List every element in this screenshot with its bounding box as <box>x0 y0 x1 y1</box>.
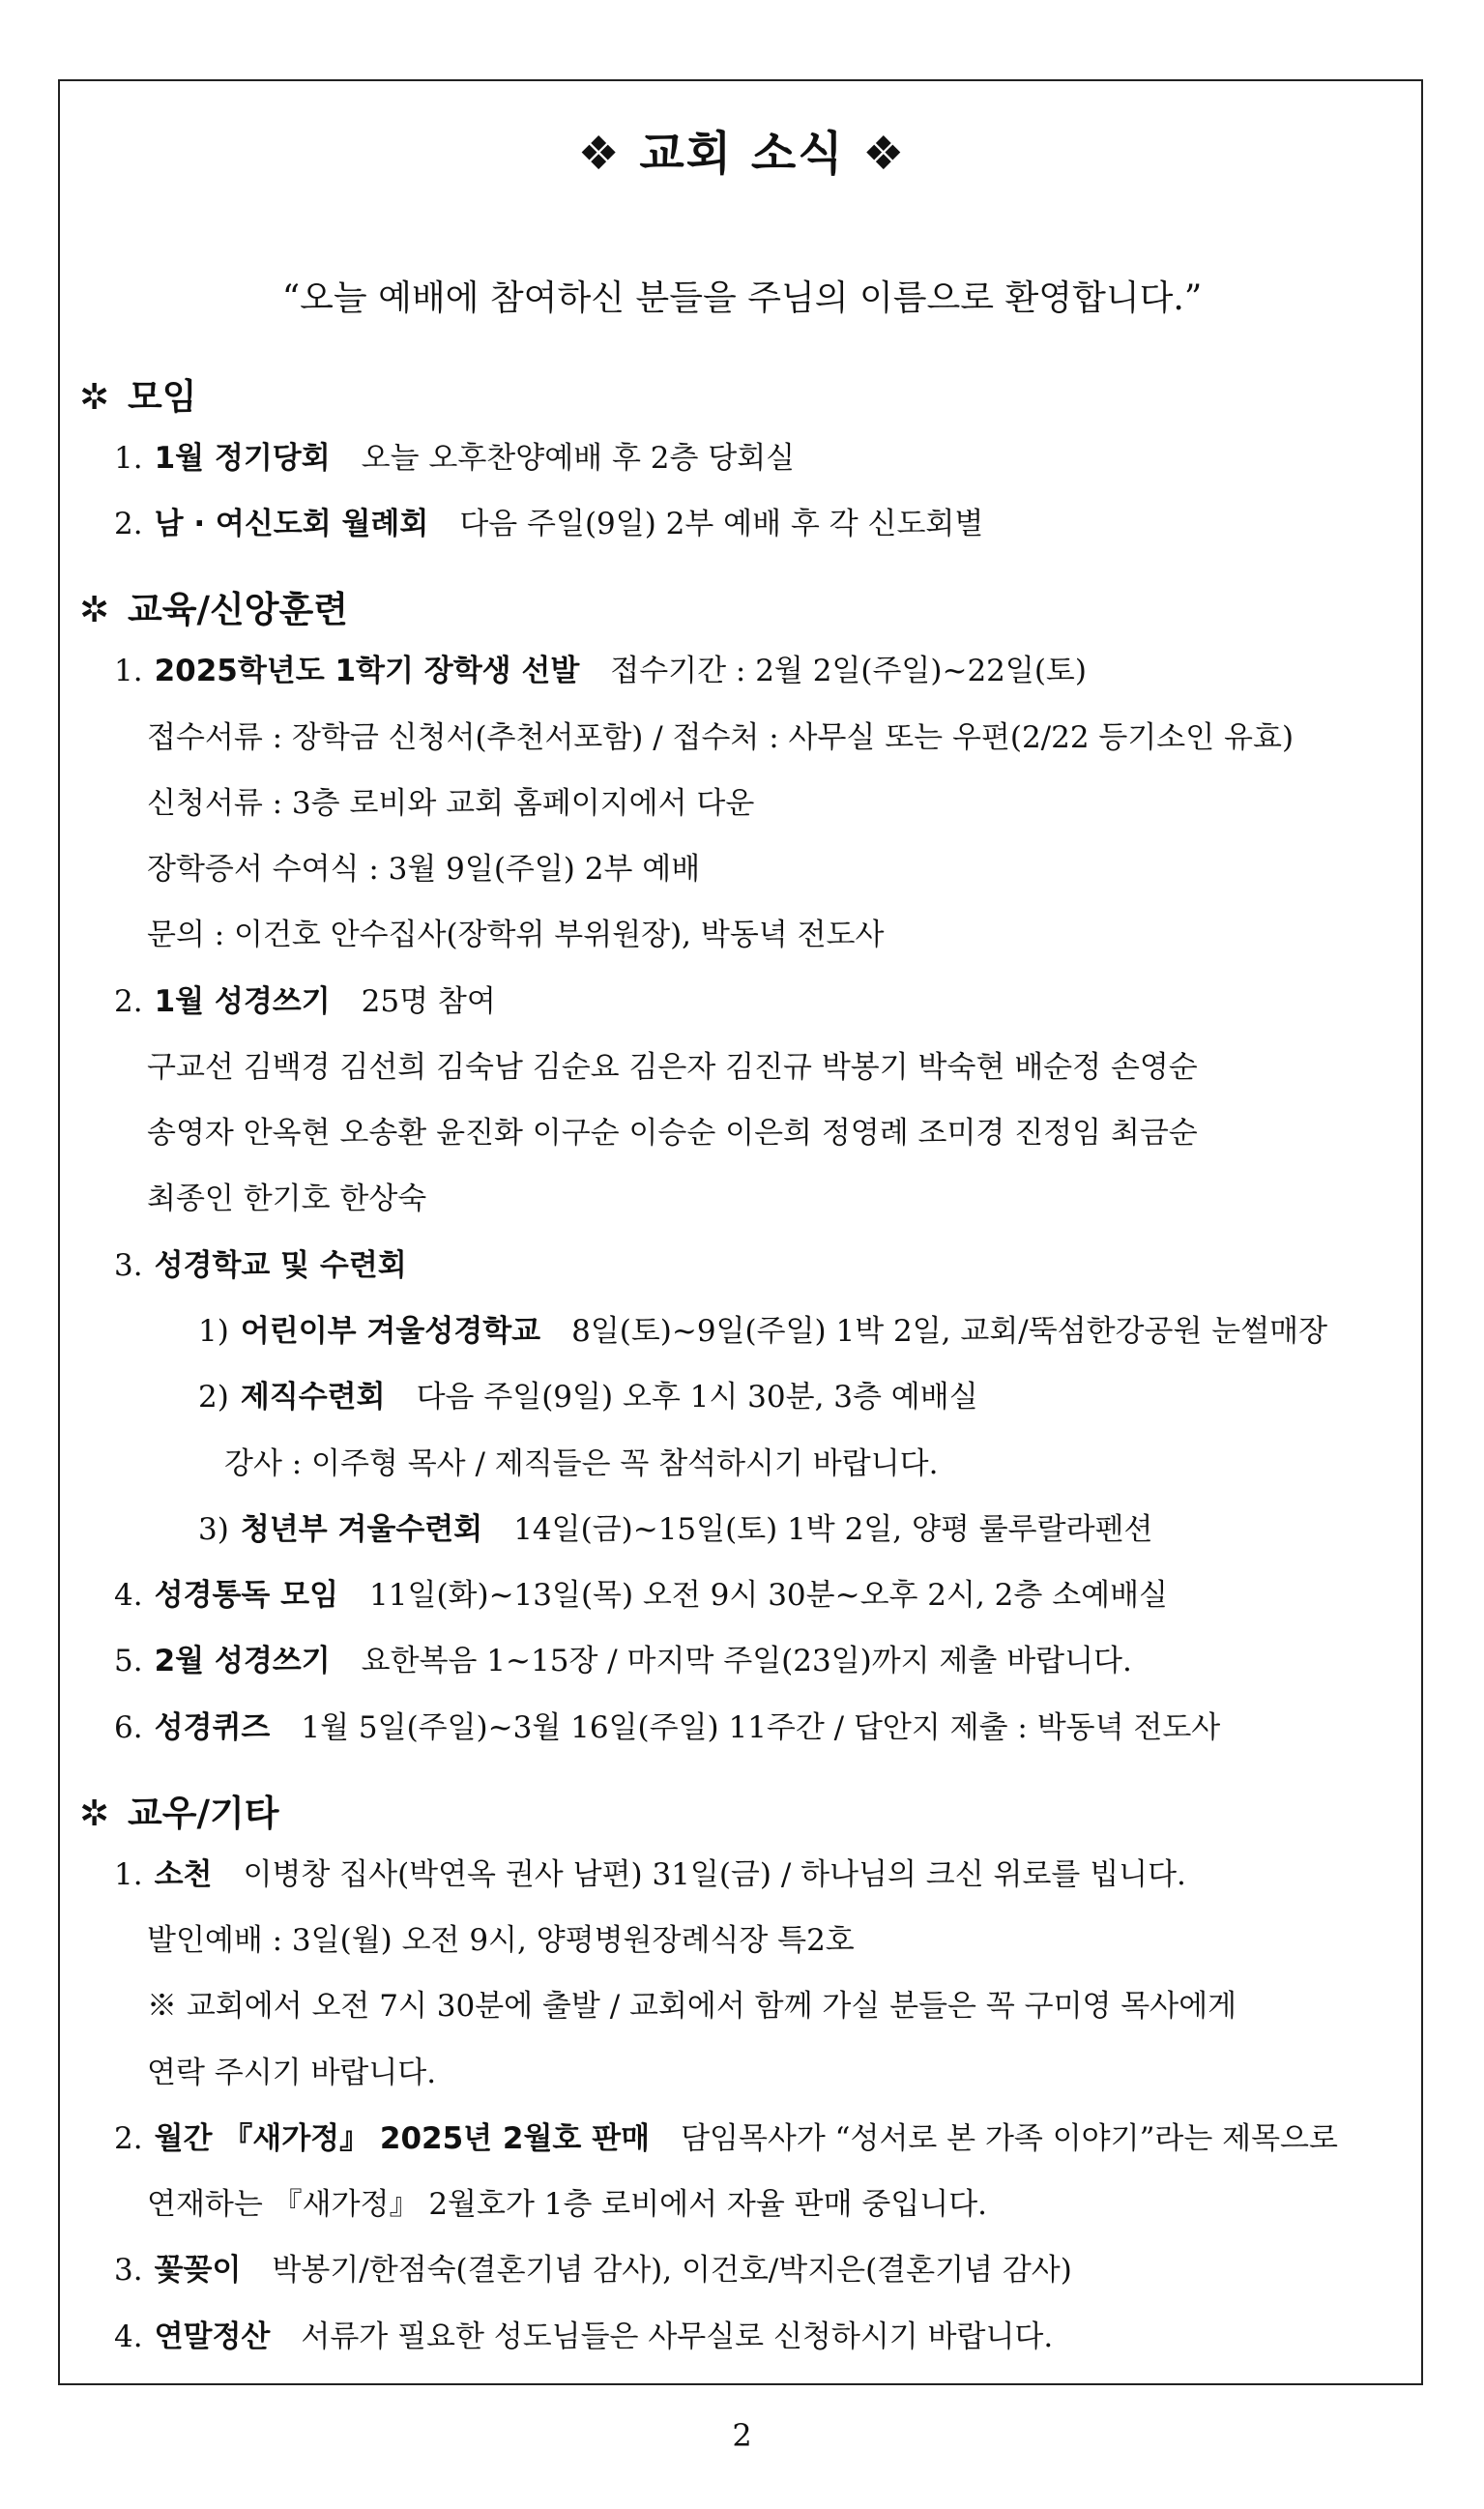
sub-item-detail: 강사 : 이주형 목사 / 제직들은 꼭 참석하시기 바랍니다. <box>224 1446 939 1481</box>
item-text: 접수기간 : 2월 2일(주일)~22일(토) <box>610 654 1087 688</box>
welcome-message: “오늘 예배에 참여하신 분들을 주님의 이름으로 환영합니다.” <box>281 278 1203 318</box>
section-title: 교우/기타 <box>128 1793 279 1834</box>
sub-list-item: 1) 어린이부 겨울성경학교 8일(토)~9일(주일) 1박 2일, 교회/뚝섬한강공원 눈썰매장 <box>198 1314 1328 1349</box>
item-detail-line: 접수서류 : 장학금 신청서(추천서포함) / 접수처 : 사무실 또는 우편(2/22 등기소인 유효) <box>147 720 1295 755</box>
item-label: 성경퀴즈 <box>154 1710 271 1745</box>
sub-item-text: 다음 주일(9일) 오후 1시 30분, 3층 예배실 <box>416 1380 978 1415</box>
list-item: 6. 성경퀴즈 1월 5일(주일)~3월 16일(주일) 11주간 / 답안지 제출 : 박동녁 전도사 <box>114 1710 1221 1745</box>
sub-item-label: 어린이부 겨울성경학교 <box>240 1314 541 1349</box>
participant-names-line: 송영자 안옥현 오송환 윤진화 이구순 이승순 이은희 정영례 조미경 진정임 최금순 <box>147 1116 1198 1151</box>
item-text: 담임목사가 “성서로 본 가족 이야기”라는 제목으로 <box>681 2121 1338 2156</box>
asterisk-icon: ✲ <box>79 1793 110 1834</box>
item-text: 11일(화)~13일(목) 오전 9시 30분~오후 2시, 2층 소예배실 <box>369 1578 1168 1613</box>
item-text: 요한복음 1~15장 / 마지막 주일(23일)까지 제출 바랍니다. <box>361 1644 1132 1678</box>
participant-names-line: 구교선 김백경 김선희 김숙남 김순요 김은자 김진규 박봉기 박숙현 배순정 손영순 <box>147 1050 1198 1085</box>
item-label: 월간 『새가정』 2025년 2월호 판매 <box>154 2121 651 2156</box>
item-label: 연말정산 <box>154 2319 271 2354</box>
item-label: 성경학교 및 수련회 <box>154 1248 407 1283</box>
sub-item-text: 14일(금)~15일(토) 1박 2일, 양평 룰루랄라펜션 <box>513 1512 1153 1547</box>
item-text: 다음 주일(9일) 2부 예배 후 각 신도회별 <box>459 507 984 541</box>
item-detail-line: 연재하는 『새가정』 2월호가 1층 로비에서 자율 판매 중입니다. <box>147 2187 988 2222</box>
list-item: 2. 월간 『새가정』 2025년 2월호 판매 담임목사가 “성서로 본 가족 이야기”라는 제목으로 <box>114 2121 1338 2156</box>
section-heading-education <box>79 580 348 632</box>
item-label: 성경통독 모임 <box>154 1578 339 1613</box>
item-detail-line: 신청서류 : 3층 로비와 교회 홈페이지에서 다운 <box>147 786 755 821</box>
item-label: 꽃꽂이 <box>154 2253 242 2288</box>
list-item: 2. 1월 성경쓰기 25명 참여 <box>114 984 496 1019</box>
list-item: 4. 성경통독 모임 11일(화)~13일(목) 오전 9시 30분~오후 2시, 2층 소예배실 <box>114 1578 1168 1613</box>
sub-list-item: 2) 제직수련회 다음 주일(9일) 오후 1시 30분, 3층 예배실 <box>198 1380 978 1415</box>
section-heading-members <box>79 1784 278 1836</box>
sub-item-label: 청년부 겨울수련회 <box>240 1512 483 1547</box>
item-label: 남 · 여신도회 월례회 <box>154 507 429 541</box>
section-heading-meetings <box>79 367 196 420</box>
item-label: 2월 성경쓰기 <box>154 1644 331 1678</box>
item-detail-line: 문의 : 이건호 안수집사(장학위 부위원장), 박동녁 전도사 <box>147 918 885 952</box>
item-detail-line: 발인예배 : 3일(월) 오전 9시, 양평병원장례식장 특2호 <box>147 1923 855 1958</box>
item-text: 이병창 집사(박연옥 권사 남편) 31일(금) / 하나님의 크신 위로를 빕니다. <box>243 1857 1186 1892</box>
item-label: 1월 성경쓰기 <box>154 984 331 1019</box>
participant-names-line: 최종인 한기호 한상숙 <box>147 1182 427 1216</box>
item-label: 2025학년도 1학기 장학생 선발 <box>154 654 580 688</box>
item-label: 1월 정기당회 <box>154 441 331 476</box>
page-number: 2 <box>732 2417 752 2454</box>
list-item: 5. 2월 성경쓰기 요한복음 1~15장 / 마지막 주일(23일)까지 제출 바랍니다. <box>114 1644 1132 1678</box>
item-text: 오늘 오후찬양예배 후 2층 당회실 <box>361 441 796 476</box>
list-item: 1. 1월 정기당회 오늘 오후찬양예배 후 2층 당회실 <box>114 441 796 476</box>
item-text: 서류가 필요한 성도님들은 사무실로 신청하시기 바랍니다. <box>301 2319 1054 2354</box>
item-label: 소천 <box>154 1857 213 1892</box>
sub-list-item: 3) 청년부 겨울수련회 14일(금)~15일(토) 1박 2일, 양평 룰루랄라펜션 <box>198 1512 1153 1547</box>
item-detail-line: 연락 주시기 바랍니다. <box>147 2056 437 2090</box>
section-title: 모임 <box>128 376 197 418</box>
list-item: 4. 연말정산 서류가 필요한 성도님들은 사무실로 신청하시기 바랍니다. <box>114 2319 1054 2354</box>
list-item: 1. 2025학년도 1학기 장학생 선발 접수기간 : 2월 2일(주일)~22일(토) <box>114 654 1087 688</box>
list-item: 3. 꽃꽂이 박봉기/한점숙(결혼기념 감사), 이건호/박지은(결혼기념 감사) <box>114 2253 1072 2288</box>
section-title: 교육/신앙훈련 <box>128 589 348 630</box>
sub-item-text: 8일(토)~9일(주일) 1박 2일, 교회/뚝섬한강공원 눈썰매장 <box>571 1314 1328 1349</box>
asterisk-icon: ✲ <box>79 376 110 418</box>
item-detail-line: ※ 교회에서 오전 7시 30분에 출발 / 교회에서 함께 가실 분들은 꼭 구미영 목사에게 <box>147 1989 1237 2024</box>
asterisk-icon: ✲ <box>79 589 110 630</box>
item-text: 25명 참여 <box>361 984 496 1019</box>
list-item: 3. 성경학교 및 수련회 <box>114 1248 407 1283</box>
item-text: 박봉기/한점숙(결혼기념 감사), 이건호/박지은(결혼기념 감사) <box>272 2253 1072 2288</box>
page-frame <box>58 79 1423 2385</box>
sub-item-label: 제직수련회 <box>240 1380 386 1415</box>
item-detail-line: 장학증서 수여식 : 3월 9일(주일) 2부 예배 <box>147 852 701 887</box>
item-text: 1월 5일(주일)~3월 16일(주일) 11주간 / 답안지 제출 : 박동녁 전도사 <box>301 1710 1221 1745</box>
page-title: ❖ 교회 소식 ❖ <box>577 127 907 181</box>
list-item: 2. 남 · 여신도회 월례회 다음 주일(9일) 2부 예배 후 각 신도회별 <box>114 507 984 541</box>
list-item: 1. 소천 이병창 집사(박연옥 권사 남편) 31일(금) / 하나님의 크신 위로를 빕니다. <box>114 1857 1186 1892</box>
